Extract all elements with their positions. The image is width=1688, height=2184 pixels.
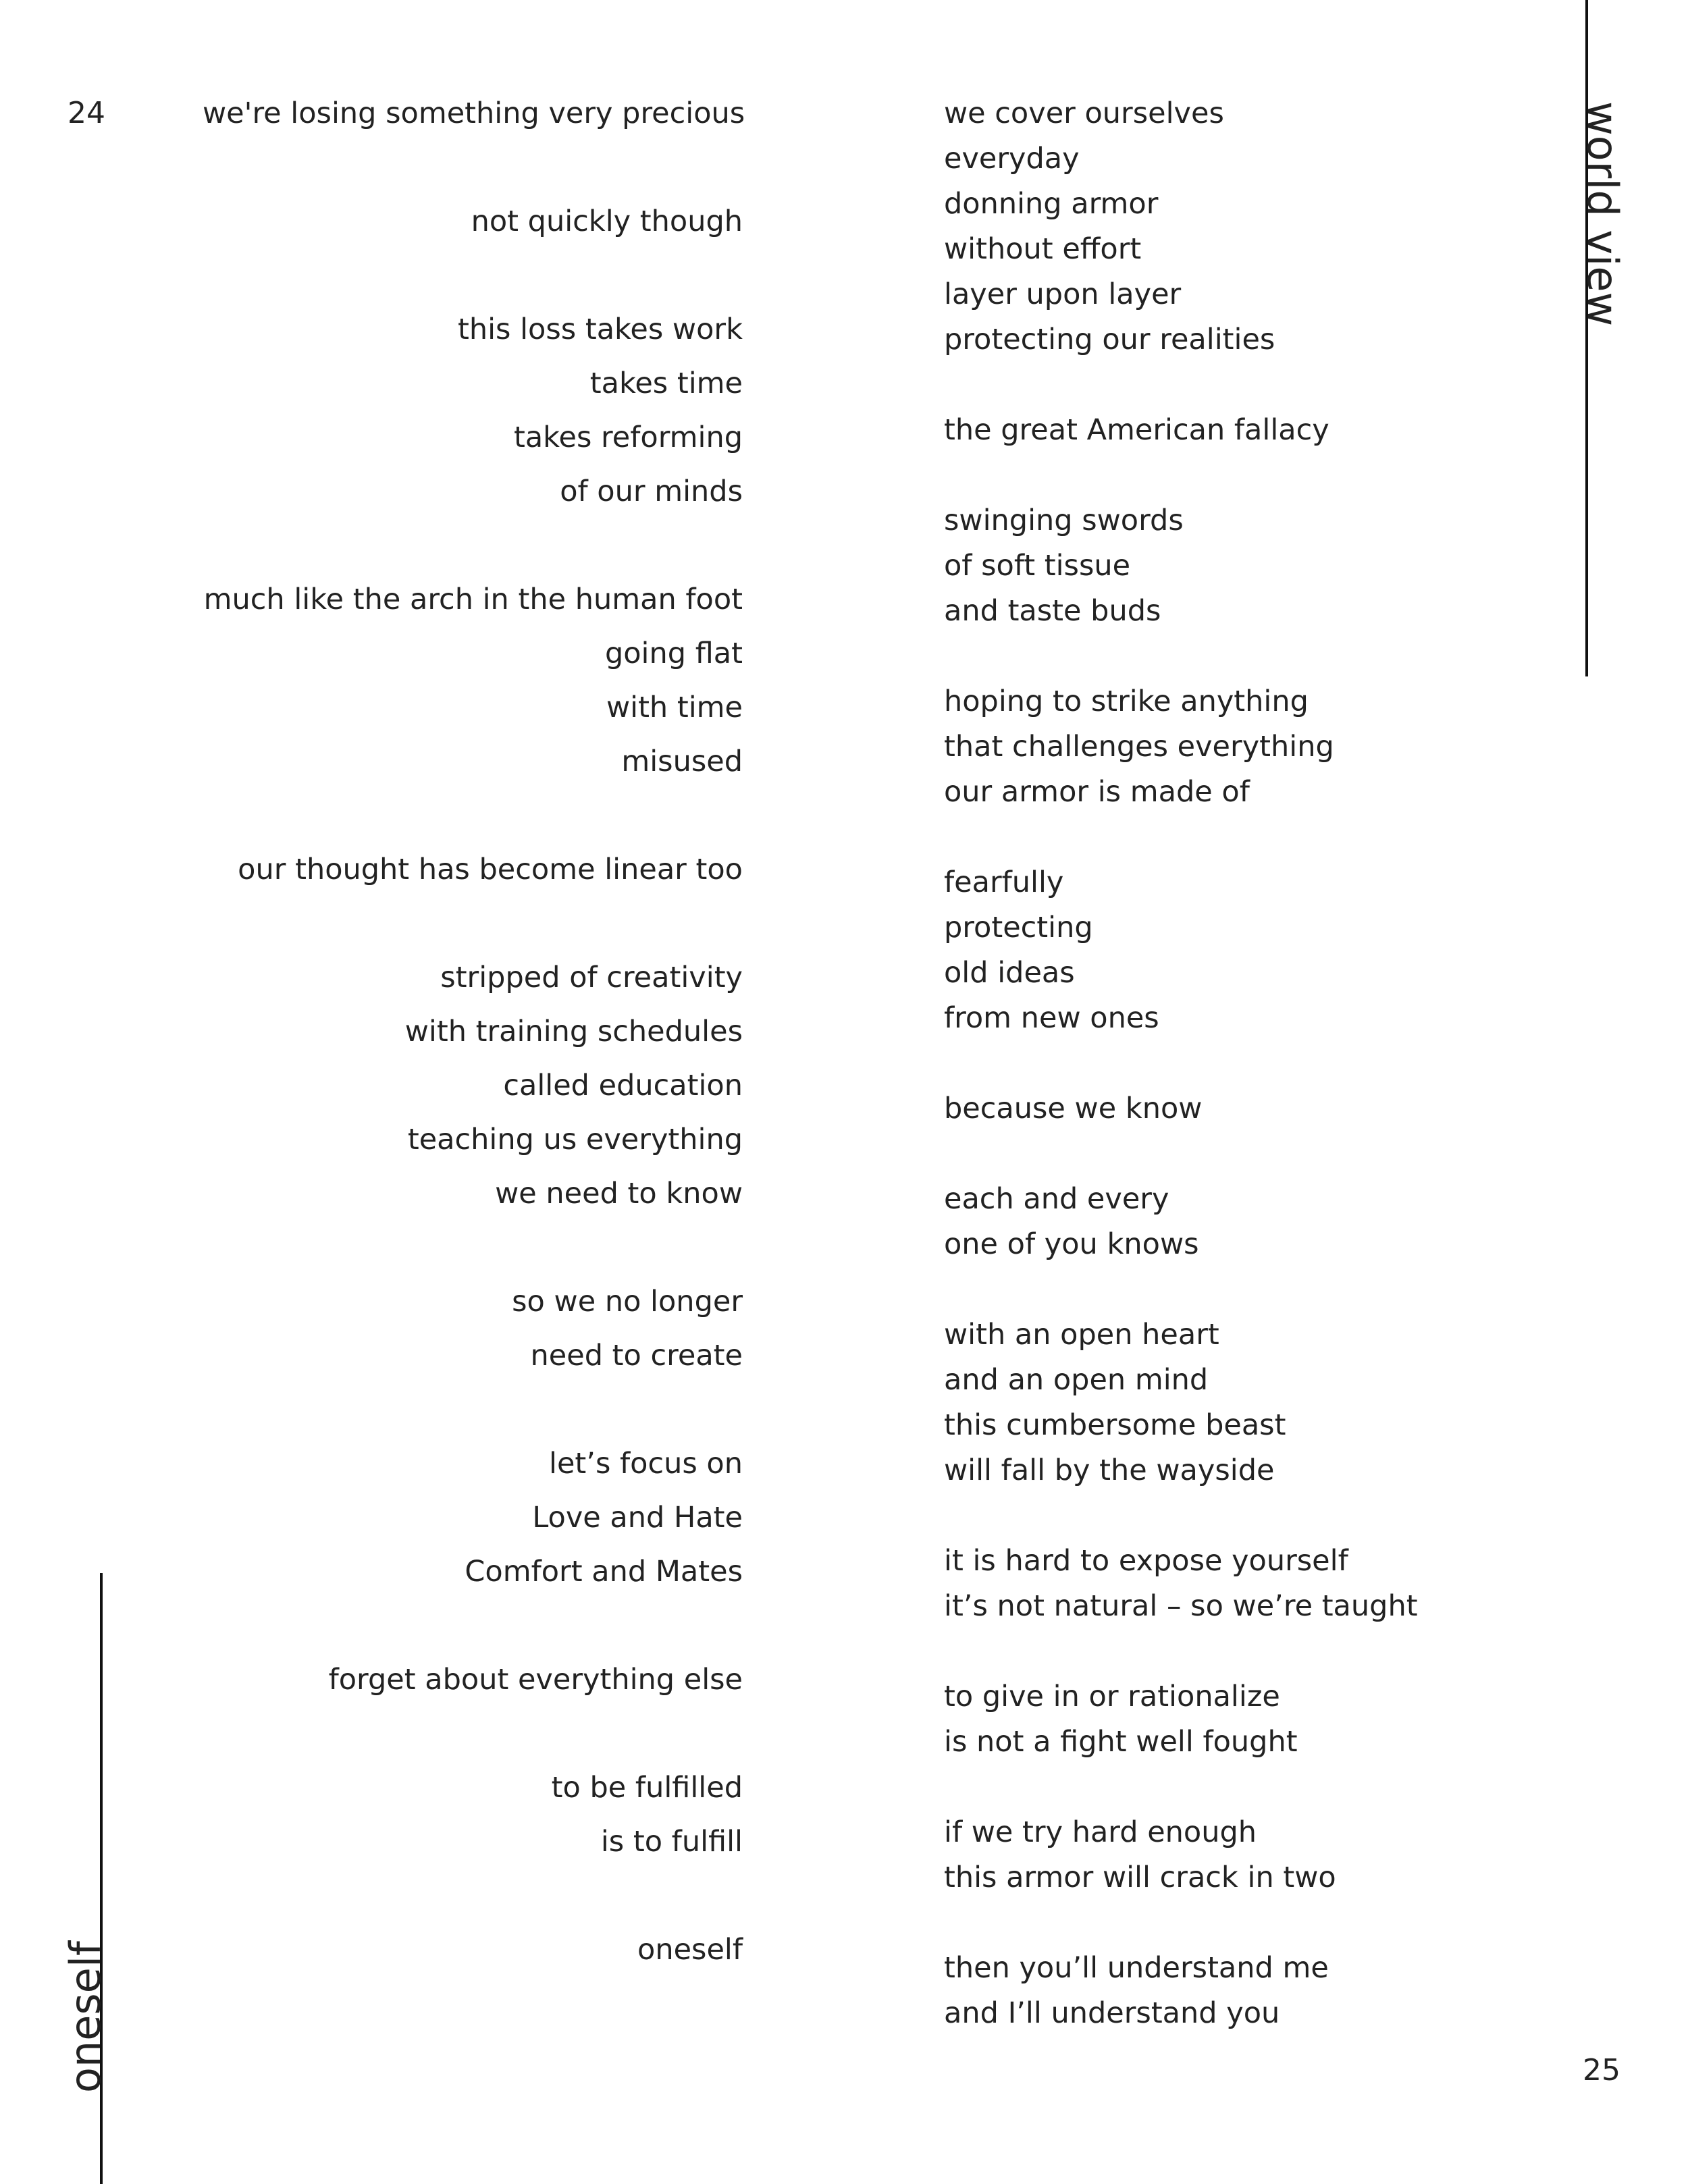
poem-line: much like the arch in the human foot xyxy=(203,583,743,616)
poem-line: we need to know xyxy=(495,1177,743,1210)
poem-line: stripped of creativity xyxy=(440,961,743,994)
poem-line: not quickly though xyxy=(471,205,743,238)
poem-right-column xyxy=(944,93,1471,2038)
poem-line xyxy=(944,1269,1471,1314)
poem-line: takes reforming xyxy=(513,421,743,454)
poem-line: protecting xyxy=(944,911,1093,944)
page-number-left: 24 xyxy=(68,96,105,130)
poem-line: going flat xyxy=(604,637,743,670)
poem-line xyxy=(944,365,1471,410)
poem-line xyxy=(944,1902,1471,1948)
poem-line: and taste buds xyxy=(944,594,1161,628)
poem-line: each and every xyxy=(944,1182,1169,1216)
poem-line: it’s not natural – so we’re taught xyxy=(944,1589,1418,1623)
poem-line: is to fulfill xyxy=(600,1825,743,1859)
section-label-oneself: oneself xyxy=(61,1941,110,2093)
poem-line: this cumbersome beast xyxy=(944,1408,1286,1442)
poem-line xyxy=(203,1713,743,1767)
poem-line: Comfort and Mates xyxy=(465,1555,743,1589)
poem-line: our armor is made of xyxy=(944,775,1250,809)
poem-line: donning armor xyxy=(944,187,1159,221)
poem-line: need to create xyxy=(530,1339,743,1373)
poem-line: one of you knows xyxy=(944,1227,1199,1261)
poem-line: then you’ll understand me xyxy=(944,1951,1329,1985)
poem-line xyxy=(203,795,743,849)
poem-line: we're losing something very precious xyxy=(203,97,745,130)
poem-line: with training schedules xyxy=(404,1015,743,1048)
poem-line xyxy=(203,147,743,201)
poem-line: and I’ll understand you xyxy=(944,1996,1280,2030)
poem-line: everyday xyxy=(944,142,1080,176)
poem-line: Love and Hate xyxy=(532,1501,743,1535)
page-number-right: 25 xyxy=(1583,2053,1620,2087)
poem-line xyxy=(944,817,1471,862)
poem-left-column xyxy=(203,93,743,1983)
poem-line xyxy=(203,1605,743,1659)
section-label-world-view: world view xyxy=(1578,101,1627,327)
poem-line: protecting our realities xyxy=(944,323,1275,356)
poem-line xyxy=(944,1043,1471,1088)
poem-line: and an open mind xyxy=(944,1363,1209,1397)
poem-line: forget about everything else xyxy=(328,1663,743,1697)
poem-line: of soft tissue xyxy=(944,549,1131,583)
poem-line: the great American fallacy xyxy=(944,413,1329,447)
poem-line: to be fulfilled xyxy=(551,1771,743,1805)
poem-line: hoping to strike anything xyxy=(944,685,1309,718)
poem-line: with an open heart xyxy=(944,1318,1219,1352)
poem-line: oneself xyxy=(637,1933,743,1967)
poem-line: it is hard to expose yourself xyxy=(944,1544,1348,1578)
poem-line xyxy=(944,1495,1471,1541)
poem-line: layer upon layer xyxy=(944,277,1182,311)
poem-line: will fall by the wayside xyxy=(944,1454,1275,1487)
poem-line: takes time xyxy=(589,367,743,400)
poem-line xyxy=(203,1227,743,1281)
poem-line xyxy=(944,1134,1471,1179)
poem-line xyxy=(944,1631,1471,1676)
poem-line: old ideas xyxy=(944,956,1075,990)
poem-line xyxy=(944,636,1471,681)
poem-line: if we try hard enough xyxy=(944,1815,1257,1849)
poem-line: to give in or rationalize xyxy=(944,1680,1280,1713)
poem-line: because we know xyxy=(944,1092,1203,1125)
poem-line xyxy=(203,1875,743,1929)
poem-line: is not a fight well fought xyxy=(944,1725,1298,1759)
poem-line: with time xyxy=(606,691,743,724)
poem-line xyxy=(203,903,743,957)
poem-line: without effort xyxy=(944,232,1142,266)
poem-line: this armor will crack in two xyxy=(944,1861,1336,1894)
poem-line: swinging swords xyxy=(944,504,1184,537)
poem-line xyxy=(203,1389,743,1443)
poem-line: fearfully xyxy=(944,865,1064,899)
poem-line: called education xyxy=(503,1069,743,1102)
poem-line: teaching us everything xyxy=(407,1123,743,1156)
poem-line: let’s focus on xyxy=(549,1447,743,1481)
poem-line xyxy=(203,255,743,309)
poem-line: we cover ourselves xyxy=(944,97,1224,130)
poem-line: from new ones xyxy=(944,1001,1159,1035)
poem-line: this loss takes work xyxy=(457,313,743,346)
poem-line: so we no longer xyxy=(512,1285,743,1319)
poem-line: our thought has become linear too xyxy=(238,853,743,886)
poem-line xyxy=(944,455,1471,500)
poem-line xyxy=(203,525,743,579)
poem-line: misused xyxy=(621,745,743,778)
poem-line xyxy=(944,1767,1471,1812)
poem-line: that challenges everything xyxy=(944,730,1334,764)
poem-line: of our minds xyxy=(560,475,743,508)
